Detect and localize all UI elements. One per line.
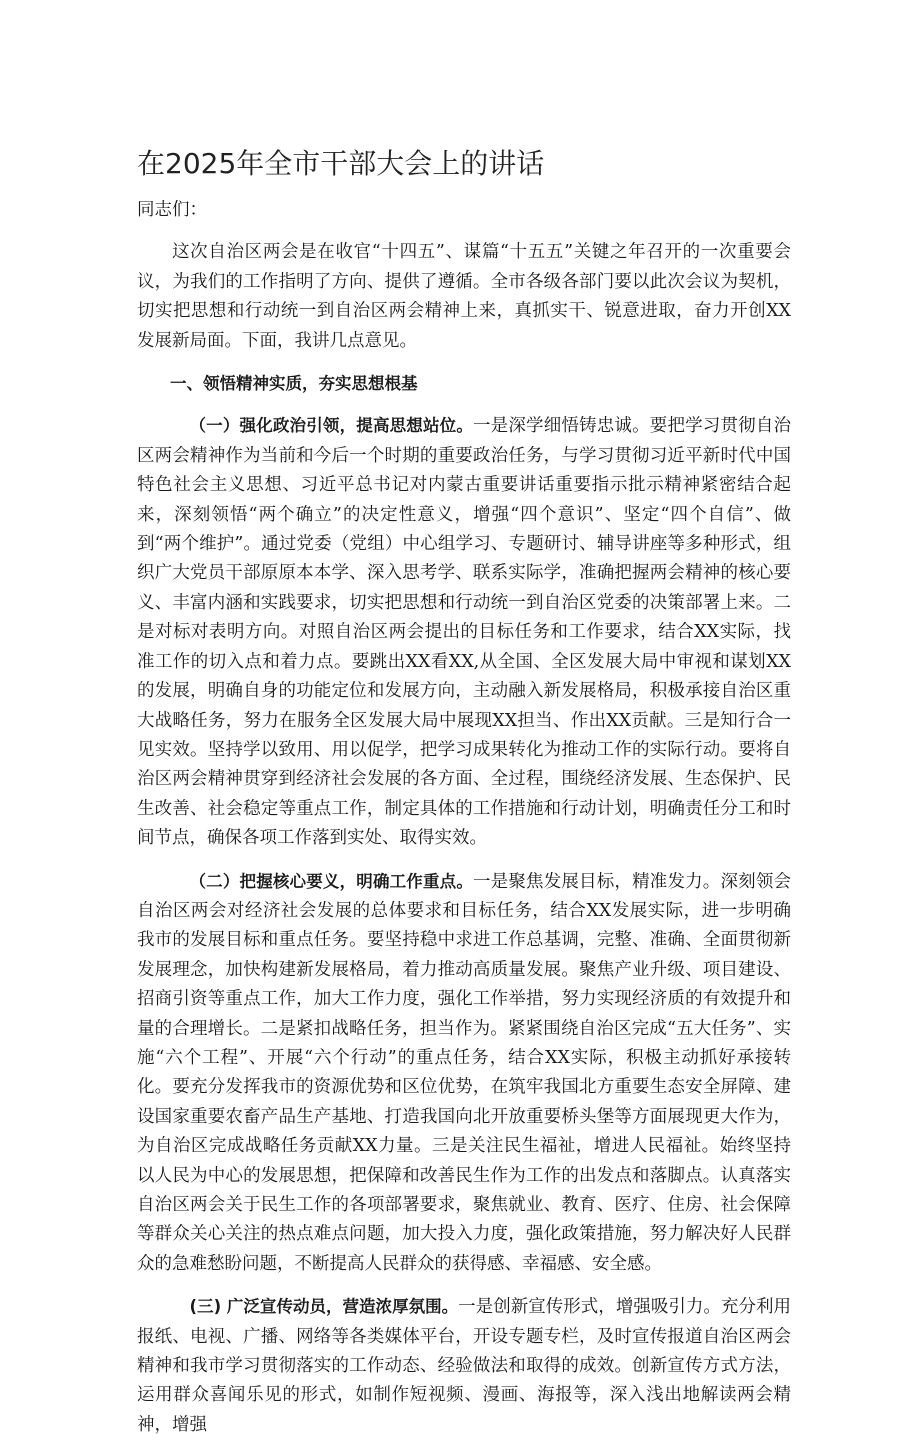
paragraph-2-body: 一是聚焦发展目标，精准发力。深刻领会自治区两会对经济社会发展的总体要求和目标任务，结合XX发展实际，进一步明确我市的发展目标和重点任务。要坚持稳中求进工作总基调，完整、准确、全面贯彻新发展理念，加快构建新发展格局，着力推动高质量发展。聚焦产业升级、项目建设、招商引资等重点工作，加大工作力度，强化工作举措，努力实现经济质的有效提升和量的合理增长。二是紧扣战略任务，担当作为。紧紧围绕自治区完成“五大任务”、实施“六个工程”、开展“六个行动”的重点任务，结合XX实际，积极主动抓好承接转化。要充分发挥我市的资源优势和区位优势，在筑牢我国北方重要生态安全屏障、建设国家重要农畜产品生产基地、打造我国向北开放重要桥头堡等方面展现更大作为，为自治区完成战略任务贡献XX力量。三是关注民生福祉，增进人民福祉。始终坚持以人民为中心的发展思想，把保障和改善民生作为工作的出发点和落脚点。认真落实自治区两会关于民生工作的各项部署要求，聚焦就业、教育、医疗、住房、社会保障等群众关心关注的热点难点问题，加大投入力度，强化政策措施，努力解决好人民群众的急难愁盼问题，不断提高人民群众的获得感、幸福感、安全感。 — [137, 871, 791, 1274]
paragraph-1 — [137, 411, 791, 853]
document-title: 在2025年全市干部大会上的讲话 — [137, 147, 545, 180]
paragraph-2 — [137, 867, 791, 1280]
intro-paragraph: 这次自治区两会是在收官“十四五”、谋篇“十五五”关键之年召开的一次重要会议，为我们的工作指明了方向、提供了遵循。全市各级各部门要以此次会议为契机，切实把思想和行动统一到自治区两会精神上来，真抓实干、锐意进取，奋力开创XX发展新局面。下面，我讲几点意见。 — [137, 242, 791, 351]
section-heading-1: 一、领悟精神实质，夯实思想根基 — [170, 374, 418, 394]
paragraph-3-body: 一是创新宣传形式，增强吸引力。充分利用报纸、电视、广播、网络等各类媒体平台，开设专题专栏，及时宣传报道自治区两会精神和我市学习贯彻落实的工作动态、经验做法和取得的成效。创新宣传方式方法，运用群众喜闻乐见的形式，如制作短视频、漫画、海报等，深入浅出地解读两会精神，增强 — [137, 1297, 792, 1435]
paragraph-2-subheading: （二）把握核心要义，明确工作重点。 — [189, 871, 473, 891]
paragraph-1-body: 一是深学细悟铸忠诚。要把学习贯彻自治区两会精神作为当前和今后一个时期的重要政治任务，与学习贯彻习近平新时代中国特色社会主义思想、习近平总书记对内蒙古重要讲话重要指示批示精神紧密结合起来，深刻领悟“两个确立”的决定性意义，增强“四个意识”、坚定“四个自信”、做到“两个维护”。通过党委（党组）中心组学习、专题研讨、辅导讲座等多种形式，组织广大党员干部原原本本学、深入思考学、联系实际学，准确把握两会精神的核心要义、丰富内涵和实践要求，切实把思想和行动统一到自治区党委的决策部署上来。二是对标对表明方向。对照自治区两会提出的目标任务和工作要求，结合XX实际，找准工作的切入点和着力点。要跳出XX看XX,从全国、全区发展大局中审视和谋划XX的发展，明确自身的功能定位和发展方向，主动融入新发展格局，积极承接自治区重大战略任务，努力在服务全区发展大局中展现XX担当、作出XX贡献。三是知行合一见实效。坚持学以致用、用以促学，把学习成果转化为推动工作的实际行动。要将自治区两会精神贯穿到经济社会发展的各方面、全过程，围绕经济发展、生态保护、民生改善、社会稳定等重点工作，制定具体的工作措施和行动计划，明确责任分工和时间节点，确保各项工作落到实处、取得实效。 — [137, 416, 791, 849]
paragraph-3 — [137, 1292, 791, 1440]
document-body — [137, 196, 791, 1453]
paragraph-1-subheading: （一）强化政治引领，提高思想站位。 — [189, 416, 473, 436]
salutation: 同志们： — [137, 200, 207, 220]
paragraph-3-subheading: (三) 广泛宣传动员，营造浓厚氛围。 — [189, 1297, 459, 1317]
